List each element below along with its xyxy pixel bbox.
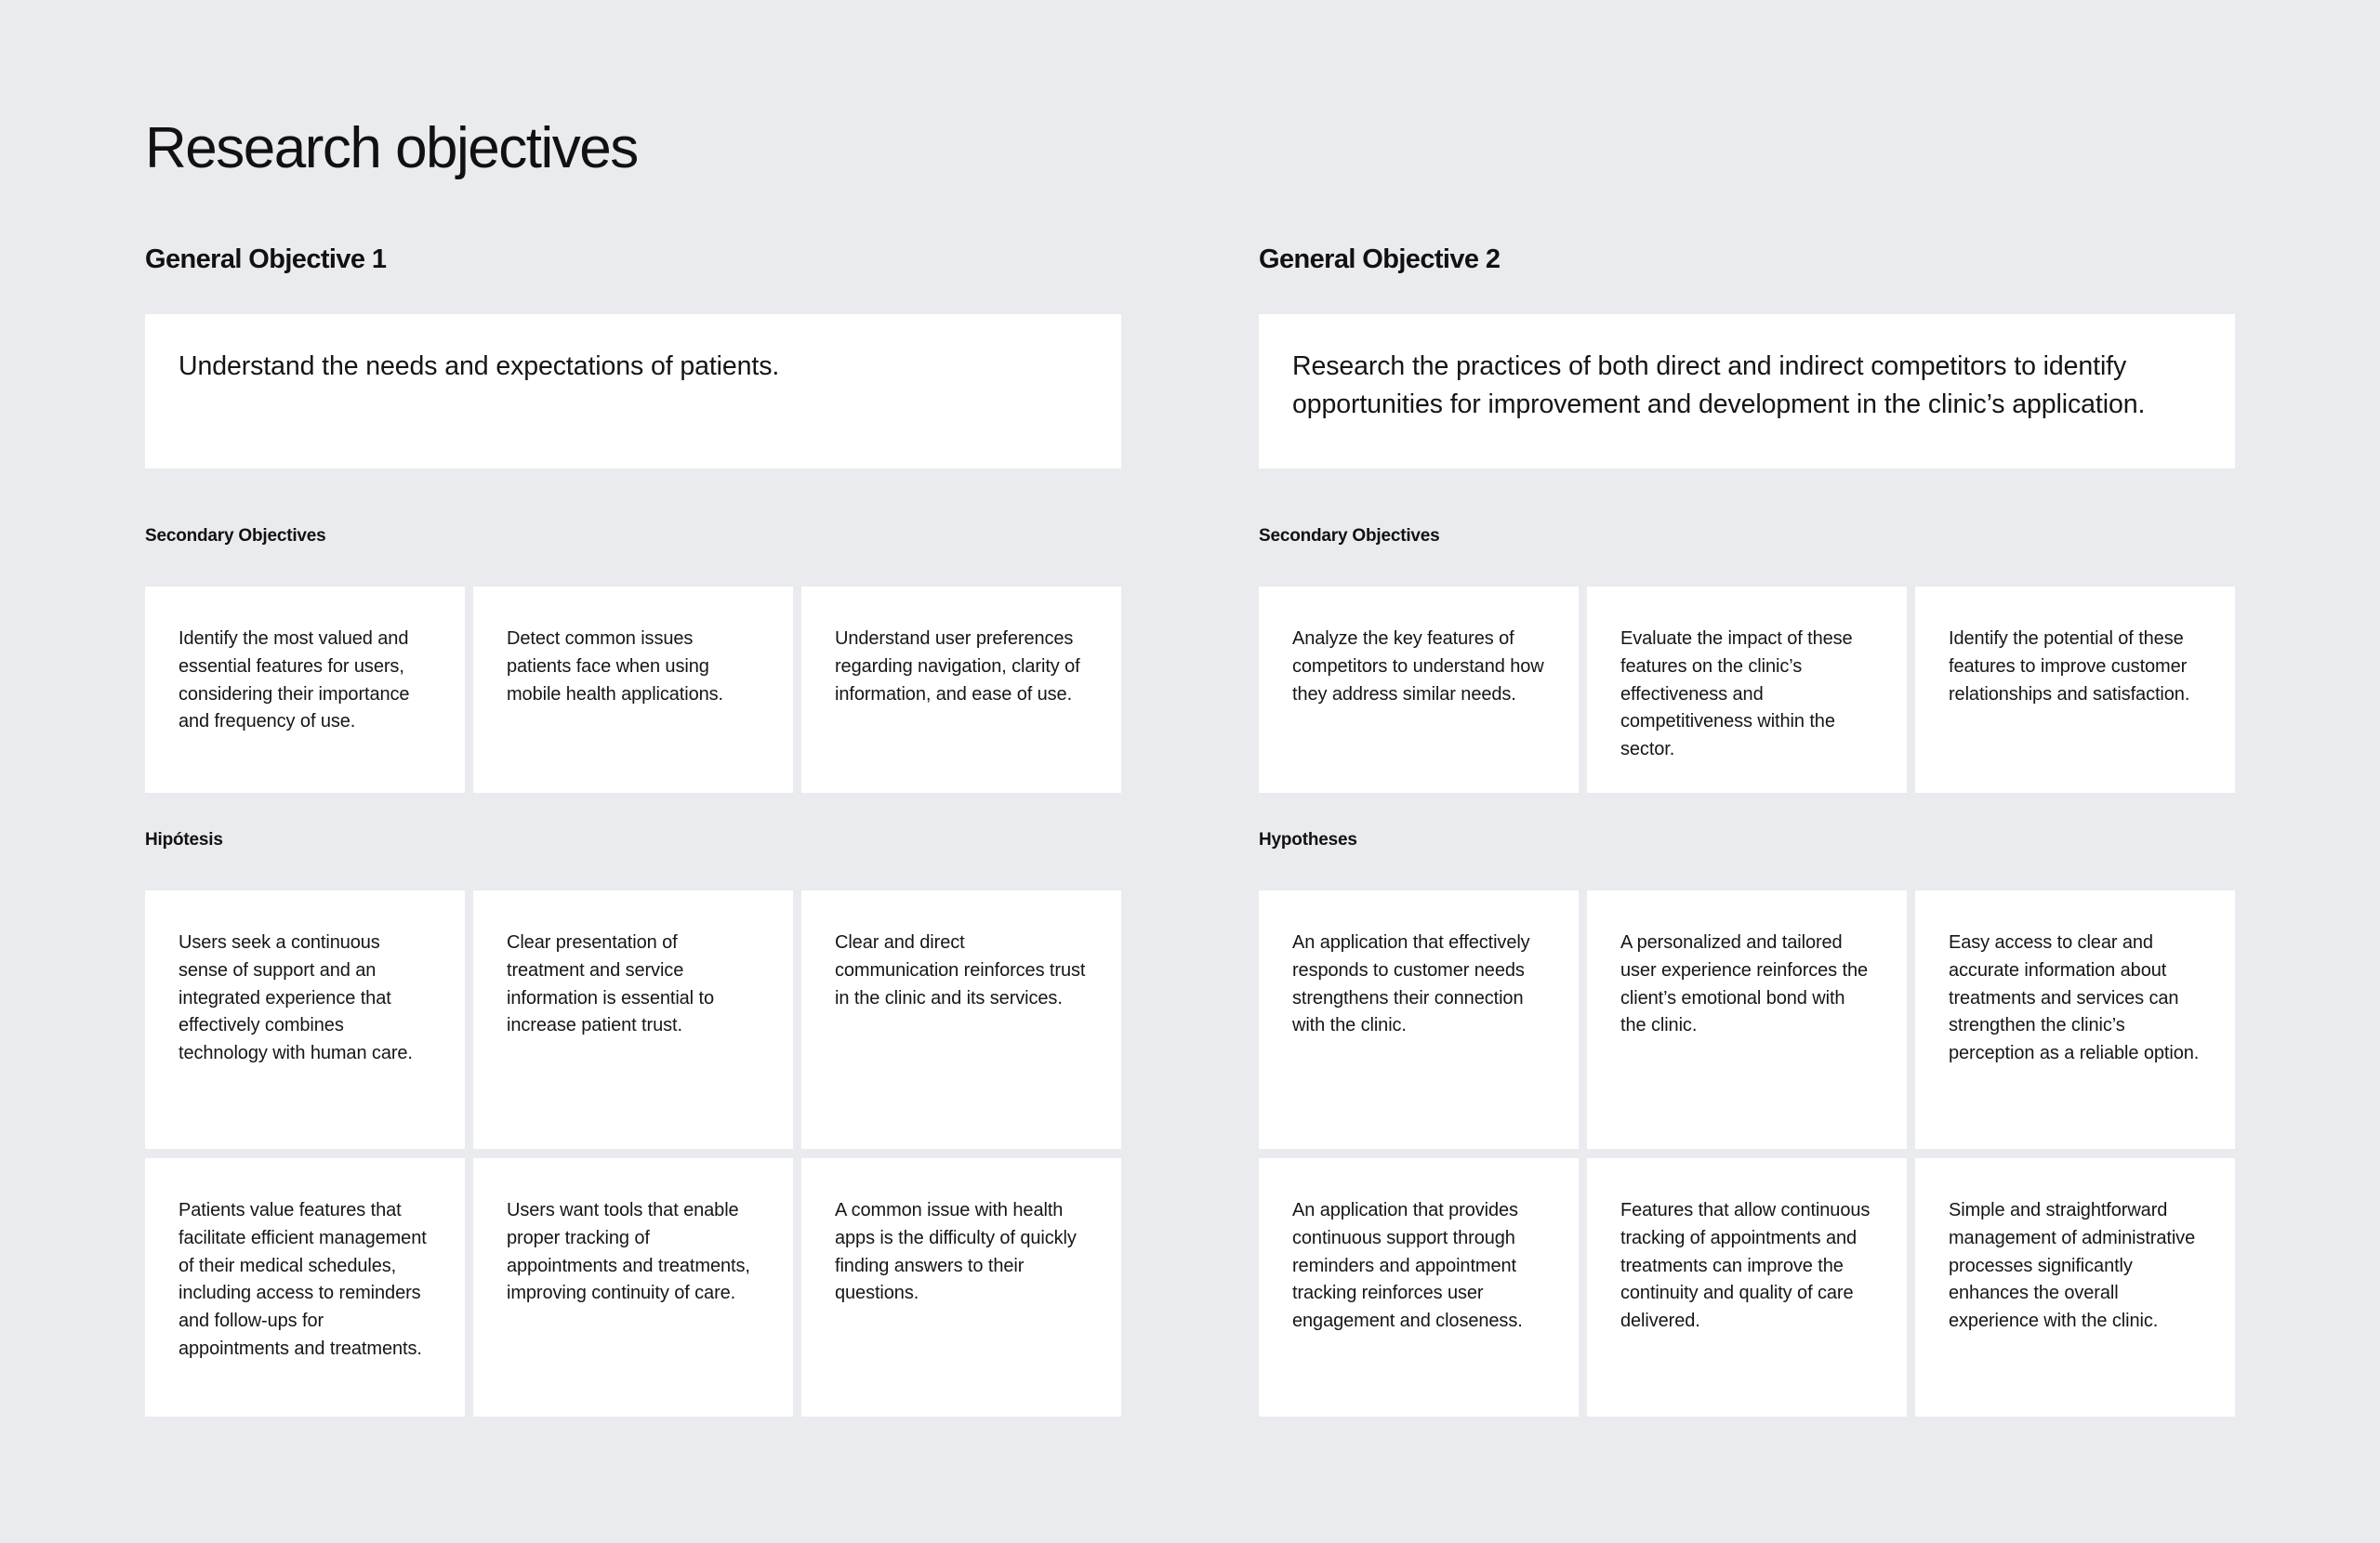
- hypothesis-card: [473, 1158, 793, 1417]
- secondary-objectives-grid: [145, 587, 1121, 793]
- hypothesis-card: [1259, 890, 1579, 1149]
- hypothesis-text: Clear presentation of treatment and service information is essential to increase patient trust.: [507, 932, 714, 1036]
- hypothesis-card: [801, 890, 1121, 1149]
- secondary-objective-card: [1915, 587, 2235, 793]
- secondary-objective-card: [1587, 587, 1907, 793]
- hypothesis-text: Simple and straightforward management of administrative processes significantly enhances the overall experience with the clinic.: [1949, 1200, 2196, 1332]
- hypothesis-text: Features that allow continuous tracking of appointments and treatments can improve the continuity and quality of care delivered.: [1620, 1200, 1871, 1332]
- hypothesis-text: A common issue with health apps is the difficulty of quickly finding answers to their questions.: [835, 1200, 1077, 1304]
- secondary-objectives-grid: [1259, 587, 2235, 793]
- hypothesis-card: [1259, 1158, 1579, 1417]
- hypothesis-text: Users seek a continuous sense of support and an integrated experience that effectively combines technology with human care.: [178, 932, 413, 1064]
- hypothesis-card: [1587, 890, 1907, 1149]
- secondary-objective-text: Detect common issues patients face when using mobile health applications.: [507, 628, 724, 705]
- secondary-objective-text: Identify the potential of these features to improve customer relationships and satisfaction.: [1949, 628, 2190, 705]
- hypothesis-text: An application that provides continuous support through reminders and appointment tracking reinforces user engagement and closeness.: [1292, 1200, 1523, 1332]
- secondary-objective-card: [1259, 587, 1579, 793]
- secondary-objectives-heading: Secondary Objectives: [145, 526, 326, 546]
- hypothesis-card: [145, 1158, 465, 1417]
- hypothesis-text: Users want tools that enable proper tracking of appointments and treatments, improving continuity of care.: [507, 1200, 750, 1304]
- page-title: Research objectives: [145, 116, 638, 180]
- hypotheses-grid: [1259, 890, 2235, 1417]
- hypotheses-heading: Hipótesis: [145, 830, 223, 850]
- general-objective-heading: General Objective 1: [145, 244, 387, 274]
- hypothesis-card: [801, 1158, 1121, 1417]
- hypothesis-card: [1915, 890, 2235, 1149]
- secondary-objective-text: Evaluate the impact of these features on the clinic’s effectiveness and competitiveness within the sector.: [1620, 628, 1853, 760]
- general-objective-card: [145, 314, 1121, 468]
- secondary-objective-text: Identify the most valued and essential features for users, considering their importance and frequency of use.: [178, 628, 410, 732]
- hypothesis-text: Easy access to clear and accurate information about treatments and services can strengthen the clinic’s perception as a reliable option.: [1949, 932, 2200, 1064]
- general-objective-statement: Research the practices of both direct and indirect competitors to identify opportunities for improvement and development in the clinic’s application.: [1292, 351, 2146, 419]
- general-objective-card: [1259, 314, 2235, 468]
- hypotheses-grid: [145, 890, 1121, 1417]
- hypotheses-heading: Hypotheses: [1259, 830, 1357, 850]
- hypothesis-card: [145, 890, 465, 1149]
- hypothesis-text: Clear and direct communication reinforces trust in the clinic and its services.: [835, 932, 1086, 1009]
- secondary-objective-text: Analyze the key features of competitors to understand how they address similar needs.: [1292, 628, 1544, 705]
- hypothesis-card: [473, 890, 793, 1149]
- general-objective-heading: General Objective 2: [1259, 244, 1501, 274]
- secondary-objectives-heading: Secondary Objectives: [1259, 526, 1440, 546]
- general-objective-statement: Understand the needs and expectations of patients.: [178, 351, 780, 381]
- secondary-objective-text: Understand user preferences regarding navigation, clarity of information, and ease of use.: [835, 628, 1080, 705]
- secondary-objective-card: [145, 587, 465, 793]
- secondary-objective-card: [473, 587, 793, 793]
- hypothesis-card: [1587, 1158, 1907, 1417]
- secondary-objective-card: [801, 587, 1121, 793]
- hypothesis-text: A personalized and tailored user experience reinforces the client’s emotional bond with the clinic.: [1620, 932, 1869, 1036]
- hypothesis-text: Patients value features that facilitate efficient management of their medical schedules, including access to reminders and follow-ups for appointments and treatments.: [178, 1200, 427, 1359]
- hypothesis-text: An application that effectively responds to customer needs strengthens their connection with the clinic.: [1292, 932, 1530, 1036]
- hypothesis-card: [1915, 1158, 2235, 1417]
